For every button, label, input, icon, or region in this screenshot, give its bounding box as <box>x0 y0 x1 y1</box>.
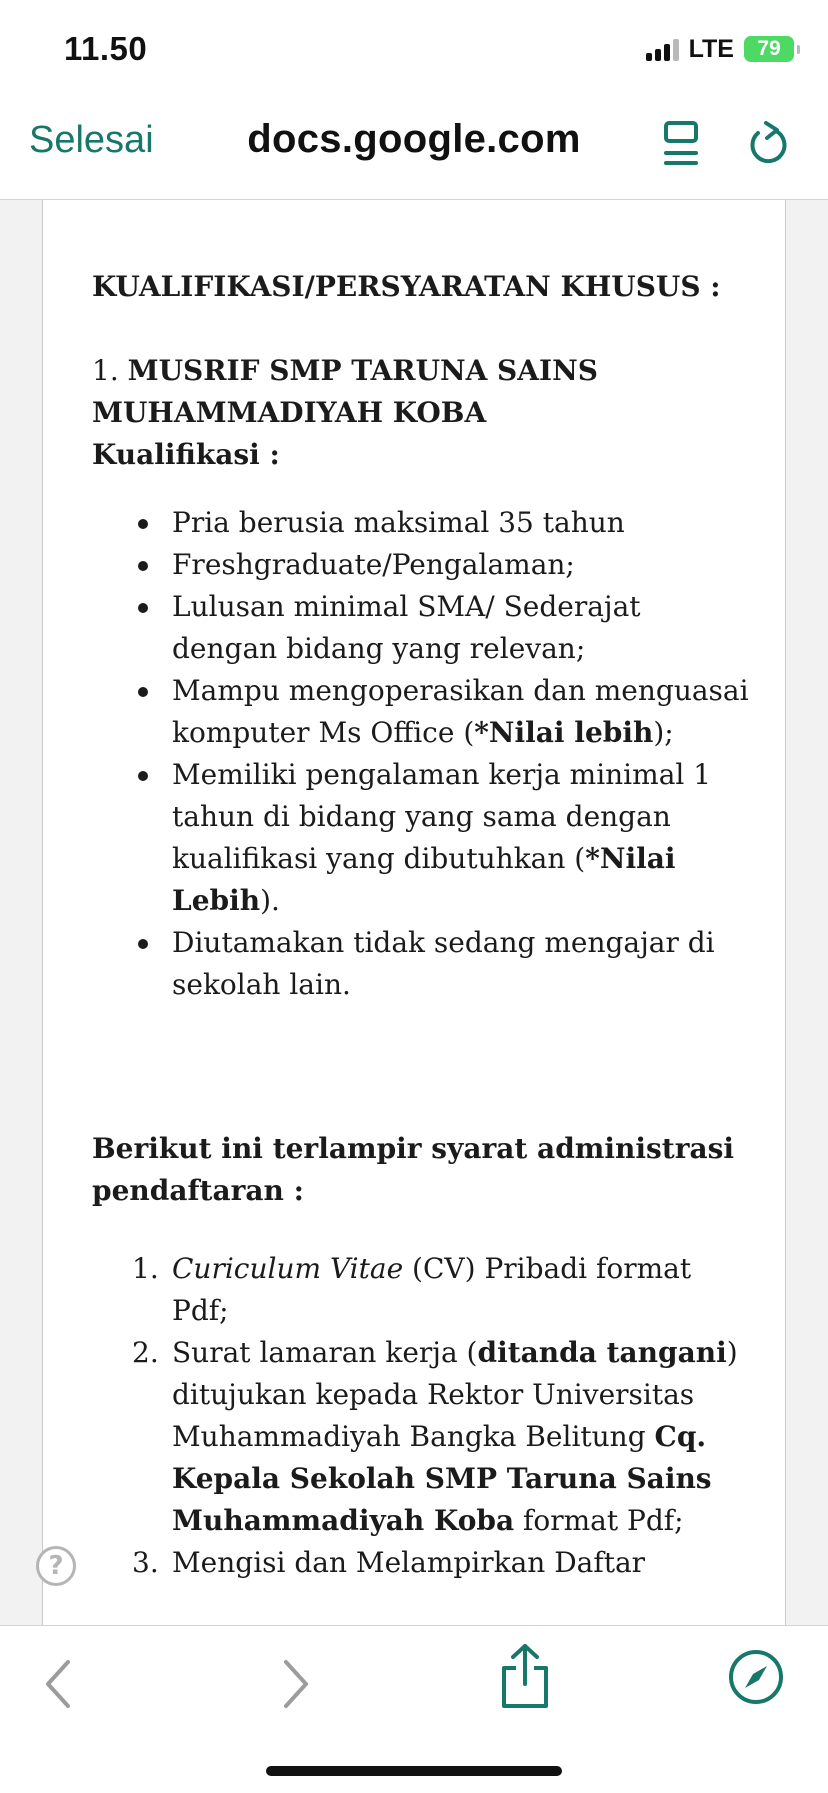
list-item-text: (CV) Pribadi format Pdf; <box>172 1252 692 1327</box>
section-title <box>92 350 598 392</box>
list-item <box>172 670 752 754</box>
list-number: 2. <box>132 1336 159 1369</box>
list-item-end: ); <box>653 716 674 749</box>
section-subheading-wrap <box>92 434 598 476</box>
qualification-list <box>92 502 752 1006</box>
list-item-text: Diutamakan tidak sedang mengajar di sekolah lain. <box>172 926 715 1001</box>
list-item <box>172 544 752 586</box>
status-indicators <box>646 34 794 64</box>
done-button[interactable]: Selesai <box>29 119 154 161</box>
status-time: 11.50 <box>64 30 148 67</box>
section-title-line2: MUHAMMADIYAH KOBA <box>92 396 487 429</box>
help-button[interactable]: ? <box>36 1546 76 1586</box>
list-item-text: Freshgraduate/Pengalaman; <box>172 548 575 581</box>
list-number: 1. <box>132 1252 159 1285</box>
list-item-bold: Cq. Kepala Sekolah SMP Taruna Sains Muhammadiyah Koba <box>172 1420 712 1537</box>
list-item <box>132 1248 752 1332</box>
list-item-text: Pria berusia maksimal 35 tahun <box>172 506 625 539</box>
list-item <box>172 922 752 1006</box>
list-item-bold: *Nilai Lebih <box>172 842 676 917</box>
list-item <box>172 754 752 922</box>
list-item <box>172 586 752 670</box>
page-host: docs.google.com <box>247 117 581 161</box>
list-item-italic: Curiculum Vitae <box>172 1252 404 1285</box>
list-item <box>172 502 752 544</box>
main-heading: KUALIFIKASI/PERSYARATAN KHUSUS : <box>92 270 721 303</box>
section-subheading: Kualifikasi : <box>92 438 280 471</box>
signal-icon <box>646 37 679 61</box>
section-title-line1: MUSRIF SMP TARUNA SAINS <box>127 354 598 387</box>
section-number: 1. <box>92 354 119 387</box>
list-item-text: Surat lamaran kerja ( <box>172 1336 478 1369</box>
list-item-text: ) ditujukan kepada Rektor Universitas Muhammadiyah Bangka Belitung <box>172 1336 738 1453</box>
section-musrif <box>92 350 598 476</box>
list-item-bold: ditanda tangani <box>477 1336 727 1369</box>
list-item-text: format Pdf; <box>514 1504 684 1537</box>
admin-requirements-list <box>92 1248 752 1584</box>
battery-level: 79 <box>757 37 781 60</box>
document-page[interactable] <box>42 200 786 1625</box>
status-bar <box>0 0 828 95</box>
home-indicator[interactable] <box>266 1766 562 1776</box>
battery-icon <box>744 36 794 62</box>
forward-icon[interactable] <box>278 1656 314 1712</box>
list-item <box>132 1332 752 1542</box>
reader-view-icon[interactable] <box>664 121 704 167</box>
back-icon[interactable] <box>40 1656 76 1712</box>
network-label: LTE <box>688 34 734 63</box>
admin-heading: Berikut ini terlampir syarat administrasi pendaftaran : <box>92 1132 735 1207</box>
compass-icon[interactable] <box>727 1648 785 1706</box>
list-number: 3. <box>132 1546 159 1579</box>
list-item-text: Lulusan minimal SMA/ Sederajat dengan bidang yang relevan; <box>172 590 641 665</box>
list-item-bold: *Nilai lebih <box>474 716 654 749</box>
reload-icon[interactable] <box>746 119 790 169</box>
list-item-text: Mengisi dan Melampirkan Daftar <box>172 1546 646 1579</box>
list-item-text: Memiliki pengalaman kerja minimal 1 tahun di bidang yang sama dengan kualifikasi yang dibutuhkan ( <box>172 758 712 875</box>
share-icon[interactable] <box>498 1642 552 1710</box>
list-item-text: Mampu mengoperasikan dan menguasai komputer Ms Office ( <box>172 674 749 749</box>
list-item-end: ). <box>260 884 280 917</box>
section-title-line2-wrap <box>92 392 598 434</box>
browser-nav-bar <box>0 95 828 200</box>
list-item <box>132 1542 752 1584</box>
